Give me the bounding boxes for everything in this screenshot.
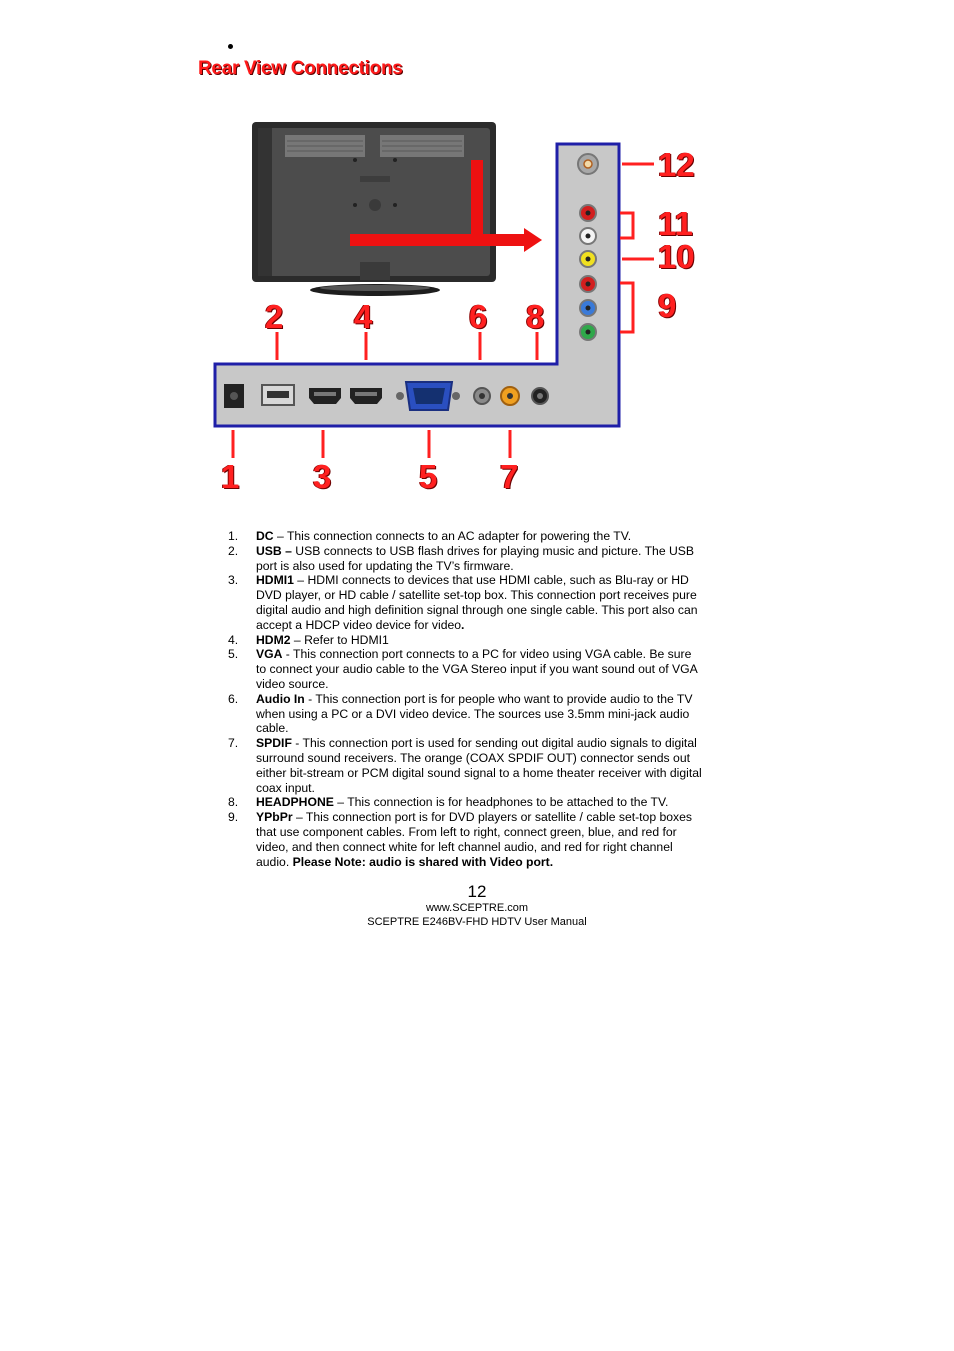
callout-3: 3 [313, 458, 332, 495]
list-item: 5. VGA - This connection port connects to a PC for video using VGA cable. Be sure to connect your audio cable to the VGA Stereo input if you want sound out of VGA video source. [228, 647, 698, 691]
list-item: 6. Audio In - This connection port is for people who want to provide audio to the TV when using a PC or a DVI video device. The sources use 3.5mm mini-jack audio cable. [228, 691, 693, 736]
list-item: 9. YPbPr – This connection port is for DVD players or satellite / cable set-top boxes that use component cables. From left to right, connect green, blue, and red for video, and then connect white for left channel audio, and red for right channel audio. Please Note: audio is shared with Video port. [228, 810, 693, 869]
page-number: 12 [467, 882, 487, 901]
callout-9: 9 [658, 287, 677, 324]
connection-list [226, 529, 704, 869]
footer-url: www.SCEPTRE.com [425, 902, 529, 914]
callout-7: 7 [500, 458, 519, 495]
rear-panel-diagram [0, 0, 954, 500]
tv-back-image [252, 122, 542, 296]
callout-10: 10 [658, 238, 695, 275]
callout-5: 5 [419, 458, 438, 495]
callout-8: 8 [526, 298, 545, 335]
page-heading: Rear View Connections [198, 58, 403, 79]
footer-title: SCEPTRE E246BV-FHD HDTV User Manual [367, 916, 587, 928]
list-item: 7. SPDIF - This connection port is used for sending out digital audio signals to digital surround sound receivers. The orange (COAX SPDIF OUT) connector sends out either bit-stream or PCM digital sound signal to a home theater receiver with digital coax input. [228, 736, 702, 795]
callout-4: 4 [354, 298, 373, 335]
callout-1: 1 [221, 458, 240, 495]
callout-12: 12 [658, 146, 695, 183]
list-item: 2. USB – USB connects to USB flash drives for playing music and picture. The USB port is also used for updating the TV’s firmware. [228, 543, 695, 573]
callout-6: 6 [469, 298, 488, 335]
callout-11: 11 [658, 205, 693, 242]
list-item: 4. HDM2 – Refer to HDMI1 [228, 632, 389, 647]
list-item: 1. DC – This connection connects to an AC adapter for powering the TV. [228, 529, 632, 543]
list-item: 3. HDMI1 – HDMI connects to devices that use HDMI cable, such as Blu-ray or HD DVD player, or HD cable / satellite set-top box. This connection port receives pure digital audio and high definition signal through one single cable. This port also can accept a HDCP video device for video. [228, 573, 698, 632]
callout-2: 2 [265, 298, 284, 335]
list-item: 8. HEADPHONE – This connection is for headphones to be attached to the TV. [228, 795, 669, 810]
rear-view-figure [0, 0, 954, 500]
